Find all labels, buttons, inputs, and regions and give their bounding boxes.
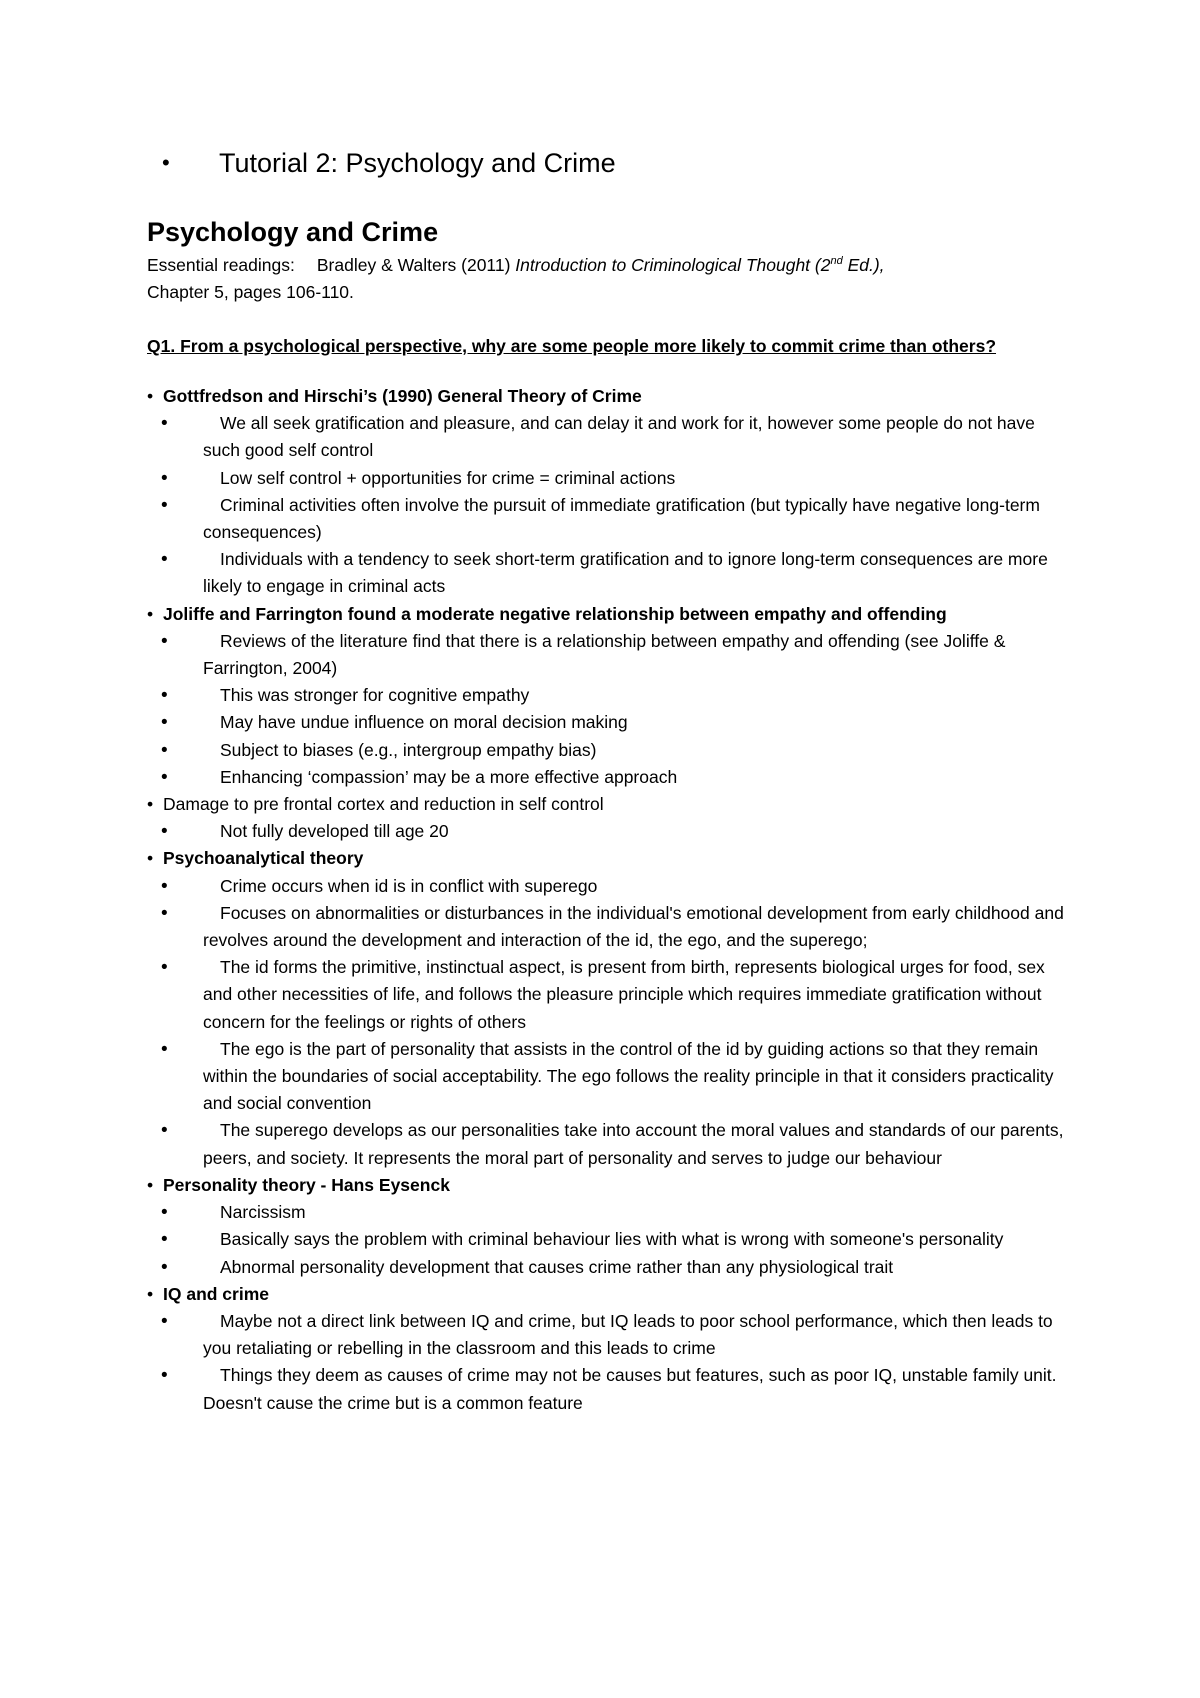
section-3-item: • The superego develops as our personalities take into account the moral values and standards of our parents, peers, and society. It represents the moral part of personality and serves to judge our behaviour bbox=[161, 1120, 1064, 1168]
readings-book-title: Introduction to Criminological Thought (2nd Ed.), bbox=[515, 255, 885, 275]
section-1-item: • Enhancing ‘compassion’ may be a more effective approach bbox=[161, 766, 678, 788]
bullet-list bbox=[147, 383, 1067, 1417]
section-5-item: • Maybe not a direct link between IQ and crime, but IQ leads to poor school performance, which then leads to you retaliating or rebelling in the classroom and this leads to crime bbox=[161, 1310, 1053, 1359]
section-0-item: • We all seek gratification and pleasure, and can delay it and work for it, however some people do not have such good self control bbox=[161, 413, 1035, 461]
document-title: Tutorial 2: Psychology and Crime bbox=[219, 148, 616, 178]
section-2-heading: • Damage to pre frontal cortex and reduction in self control bbox=[147, 794, 604, 815]
section-0-heading: • Gottfredson and Hirschi’s (1990) General Theory of Crime bbox=[147, 386, 642, 406]
section-4-item: • Narcissism bbox=[161, 1202, 306, 1224]
section-4-heading: • Personality theory - Hans Eysenck bbox=[147, 1174, 450, 1195]
readings-authors: Bradley & Walters (2011) bbox=[316, 255, 511, 275]
section-5-heading: • IQ and crime bbox=[147, 1283, 270, 1304]
title-bullet: • bbox=[162, 150, 170, 175]
section-1-item: • This was stronger for cognitive empathy bbox=[161, 685, 530, 707]
section-3-item: • The id forms the primitive, instinctual aspect, is present from birth, represents biological urges for food, sex and other necessities of life, and follows the pleasure principle which requires immediate gratification without concern for the feelings or rights of others bbox=[161, 957, 1045, 1032]
section-3-item: • The ego is the part of personality that assists in the control of the id by guiding actions so that they remain within the boundaries of social acceptability. The ego follows the reality principle in that it considers practicality and social convention bbox=[161, 1038, 1054, 1114]
section-3-heading: • Psychoanalytical theory bbox=[147, 848, 364, 869]
section-4-item: • Abnormal personality development that causes crime rather than any physiological trait bbox=[161, 1256, 894, 1278]
section-1-item: • Subject to biases (e.g., intergroup empathy bias) bbox=[161, 739, 597, 761]
section-2-item: • Not fully developed till age 20 bbox=[161, 821, 449, 843]
question-heading: Q1. From a psychological perspective, why are some people more likely to commit crime than others? bbox=[147, 336, 997, 356]
section-0-item: • Criminal activities often involve the pursuit of immediate gratification (but typically have negative long-term consequences) bbox=[161, 494, 1040, 543]
section-3-item: • Crime occurs when id is in conflict with superego bbox=[161, 875, 598, 897]
section-heading: Psychology and Crime bbox=[147, 217, 439, 247]
section-5-item: • Things they deem as causes of crime may not be causes but features, such as poor IQ, unstable family unit. Doesn't cause the crime but is a common feature bbox=[161, 1365, 1057, 1413]
section-0-item: • Low self control + opportunities for crime = criminal actions bbox=[161, 467, 676, 489]
section-1-item: • Reviews of the literature find that there is a relationship between empathy and offending (see Joliffe & Farrington, 2004) bbox=[161, 630, 1006, 679]
section-1-heading: • Joliffe and Farrington found a moderate negative relationship between empathy and offending bbox=[147, 603, 947, 624]
readings-chapter: Chapter 5, pages 106-110. bbox=[147, 282, 354, 302]
section-4-item: • Basically says the problem with criminal behaviour lies with what is wrong with someone's personality bbox=[161, 1229, 1004, 1251]
section-0-item: • Individuals with a tendency to seek short-term gratification and to ignore long-term consequences are more likely to engage in criminal acts bbox=[161, 549, 1048, 597]
readings-label: Essential readings: bbox=[147, 255, 295, 275]
section-1-item: • May have undue influence on moral decision making bbox=[161, 712, 628, 734]
essential-readings bbox=[147, 252, 1067, 306]
section-3-item: • Focuses on abnormalities or disturbances in the individual's emotional development from early childhood and revolves around the development and interaction of the id, the ego, and the superego; bbox=[161, 902, 1064, 951]
